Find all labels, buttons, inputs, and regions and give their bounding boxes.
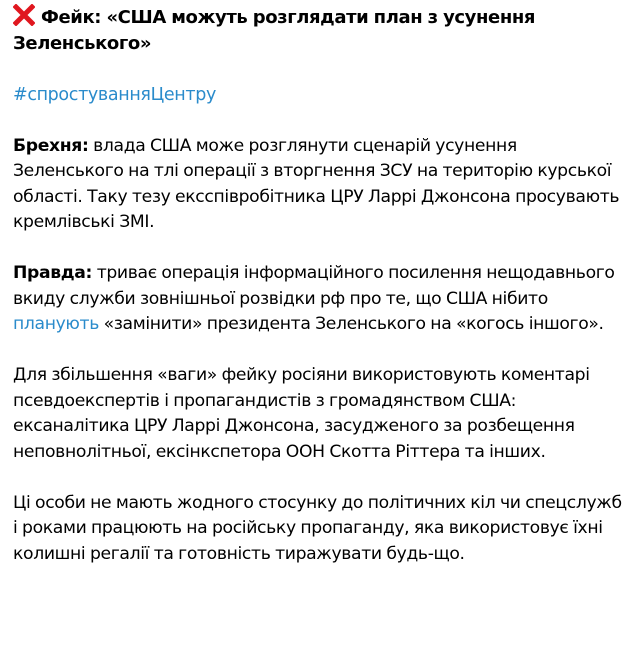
truth-paragraph — [13, 261, 625, 338]
post-title — [13, 4, 625, 57]
lie-paragraph — [13, 134, 625, 236]
cross-mark-icon — [13, 4, 35, 26]
lie-text: влада США може розглянути сценарій усунення Зеленського на тлі операції з вторгнення ЗСУ на територію курської області. Таку тезу ексспівробітника ЦРУ Ларрі Джонсона просувають кремлівські ЗМІ. — [13, 135, 620, 232]
lie-label: Брехня: — [13, 135, 89, 156]
truth-text-after: «замінити» президента Зеленського на «когось іншого». — [98, 314, 604, 334]
hashtag-link[interactable]: #спростуванняЦентру — [13, 84, 216, 105]
truth-text-before: триває операція інформаційного посилення нещодавнього вкиду служби зовнішньої розвідки рф про те, що США нібито — [13, 263, 615, 309]
truth-label: Правда: — [13, 263, 93, 283]
paragraph-conclusion: Ці особи не мають жодного стосунку до політичних кіл чи спецслужб і роками працюють на російську пропаганду, яка використовує їхні колишні регалії та готовність тиражувати будь-що. — [13, 492, 622, 564]
hashtag-line — [13, 83, 625, 109]
planning-link[interactable]: планують — [13, 314, 99, 334]
post-title-text: Фейк: «США можуть розглядати план з усунення Зеленського» — [13, 7, 536, 54]
paragraph-experts: Для збільшення «ваги» фейку росіяни використовують коментарі псевдоекспертів і пропагандистів з громадянством США: ексаналітика ЦРУ Ларрі Джонсона, засудженого за розбещення неповнолітньої, ексінкспетора ООН Скотта Ріттера та інших. — [13, 365, 590, 462]
